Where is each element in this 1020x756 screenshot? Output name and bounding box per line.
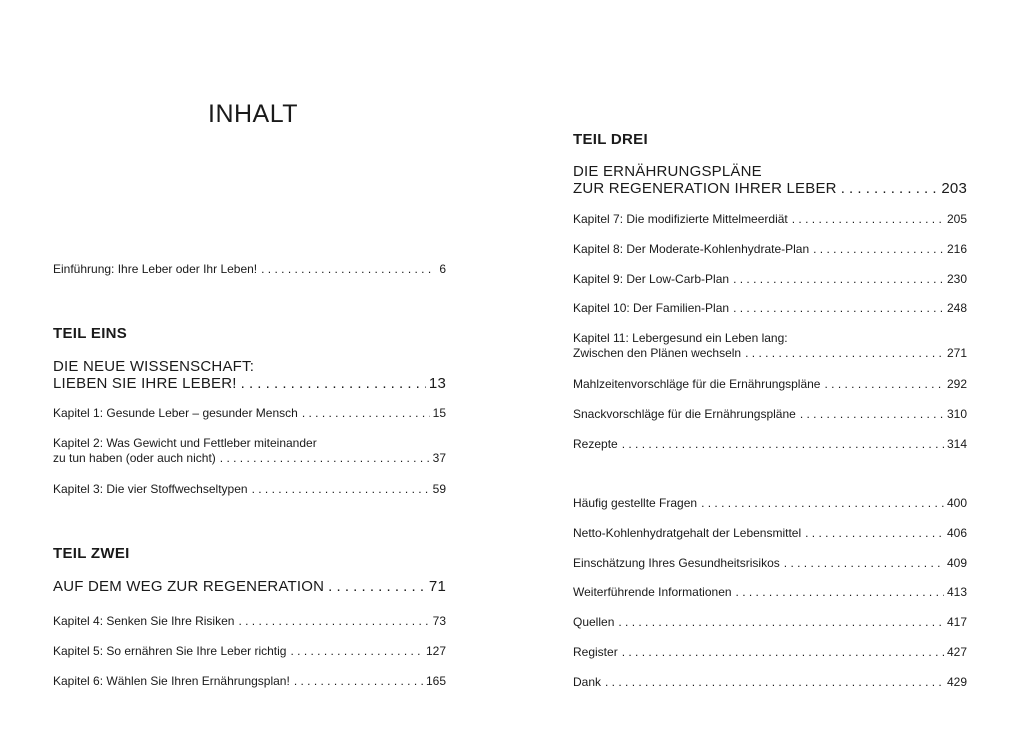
toc-entry-text: Kapitel 3: Die vier Stoffwechseltypen — [53, 482, 248, 496]
toc-page-number: 406 — [946, 526, 967, 540]
leader-dots — [252, 482, 430, 497]
part-title-line: DIE NEUE WISSENSCHAFT: — [53, 358, 255, 375]
toc-entry-chapter-6[interactable] — [53, 674, 446, 689]
toc-page-number: 417 — [946, 615, 967, 629]
leader-dots — [261, 262, 434, 277]
leader-dots — [302, 406, 430, 421]
leader-dots — [605, 675, 944, 690]
toc-page-number: 205 — [946, 212, 967, 226]
leader-dots — [290, 644, 422, 659]
toc-page-number: 216 — [946, 242, 967, 256]
part-label-3: TEIL DREI — [573, 131, 648, 148]
part-title-3[interactable] — [573, 163, 967, 197]
toc-entry-text: Häufig gestellte Fragen — [573, 496, 698, 510]
toc-entry-register[interactable] — [573, 645, 967, 660]
toc-page-number: 310 — [946, 407, 967, 421]
toc-page-number: 37 — [432, 451, 446, 465]
toc-page-number: 429 — [946, 675, 967, 689]
leader-dots — [733, 272, 944, 287]
leader-dots — [805, 526, 944, 541]
leader-dots — [622, 645, 944, 660]
toc-page-number: 6 — [439, 262, 446, 276]
toc-entry-text: Kapitel 1: Gesunde Leber – gesunder Mensch — [53, 406, 298, 420]
toc-entry-text: Register — [573, 645, 618, 659]
page-title: INHALT — [208, 100, 299, 128]
leader-dots — [784, 556, 944, 571]
toc-page-number: 427 — [946, 645, 967, 659]
toc-entry-text: Kapitel 8: Der Moderate-Kohlenhydrate-Plan — [573, 242, 810, 256]
toc-entry-text: Kapitel 2: Was Gewicht und Fettleber miteinander — [53, 436, 317, 450]
toc-entry-text: Quellen — [573, 615, 615, 629]
toc-entry-chapter-2[interactable] — [53, 436, 446, 466]
toc-entry-chapter-8[interactable] — [573, 242, 967, 257]
leader-dots — [745, 346, 944, 361]
toc-page-number: 59 — [432, 482, 446, 496]
toc-entry-net-carbs[interactable] — [573, 526, 967, 541]
part-label-2: TEIL ZWEI — [53, 545, 130, 562]
toc-entry-text: Kapitel 5: So ernähren Sie Ihre Leber richtig — [53, 644, 287, 658]
toc-page-number: 15 — [432, 406, 446, 420]
toc-entry-text: Dank — [573, 675, 602, 689]
leader-dots — [294, 674, 423, 689]
toc-page-number: 230 — [946, 272, 967, 286]
toc-entry-text: Mahlzeitenvorschläge für die Ernährungspläne — [573, 377, 821, 391]
toc-page-number: 73 — [432, 614, 446, 628]
toc-entry-text: zu tun haben (oder auch nicht) — [53, 451, 216, 465]
toc-entry-sources[interactable] — [573, 615, 967, 630]
leader-dots — [238, 614, 429, 629]
toc-entry-text: Rezepte — [573, 437, 618, 451]
toc-entry-text: Einschätzung Ihres Gesundheitsrisikos — [573, 556, 780, 570]
leader-dots — [220, 451, 430, 466]
toc-entry-text: Kapitel 7: Die modifizierte Mittelmeerdiät — [573, 212, 788, 226]
toc-entry-meal-suggestions[interactable] — [573, 377, 967, 392]
part-title-line: AUF DEM WEG ZUR REGENERATION — [53, 578, 325, 595]
part-title-line: ZUR REGENERATION IHRER LEBER — [573, 180, 837, 197]
toc-page-number: 248 — [946, 301, 967, 315]
toc-entry-text: Kapitel 6: Wählen Sie Ihren Ernährungsplan! — [53, 674, 290, 688]
toc-page-number: 13 — [428, 375, 446, 392]
part-title-1[interactable] — [53, 358, 446, 392]
part-title-2[interactable] — [53, 578, 446, 595]
leader-dots — [736, 585, 944, 600]
toc-entry-health-risk[interactable] — [573, 556, 967, 571]
toc-page-number: 203 — [941, 180, 967, 197]
toc-page-number: 127 — [425, 644, 446, 658]
part-label-1: TEIL EINS — [53, 325, 128, 342]
toc-entry-chapter-7[interactable] — [573, 212, 967, 227]
toc-page-number: 409 — [946, 556, 967, 570]
leader-dots — [328, 578, 426, 595]
toc-entry-chapter-4[interactable] — [53, 614, 446, 629]
leader-dots — [800, 407, 944, 422]
toc-entry-recipes[interactable] — [573, 437, 967, 452]
toc-entry-faq[interactable] — [573, 496, 967, 511]
leader-dots — [841, 180, 939, 197]
toc-page-number: 271 — [946, 346, 967, 360]
toc-entry-text: Einführung: Ihre Leber oder Ihr Leben! — [53, 262, 258, 276]
leader-dots — [792, 212, 944, 227]
toc-entry-text: Netto-Kohlenhydratgehalt der Lebensmittel — [573, 526, 802, 540]
toc-entry-thanks[interactable] — [573, 675, 967, 690]
toc-entry-chapter-9[interactable] — [573, 272, 967, 287]
toc-page-number: 314 — [946, 437, 967, 451]
toc-page-number: 165 — [425, 674, 446, 688]
toc-entry-chapter-10[interactable] — [573, 301, 967, 316]
toc-page-number: 413 — [946, 585, 967, 599]
toc-entry-text: Kapitel 11: Lebergesund ein Leben lang: — [573, 331, 788, 345]
leader-dots — [618, 615, 944, 630]
part-title-line: DIE ERNÄHRUNGSPLÄNE — [573, 163, 762, 180]
toc-entry-chapter-11[interactable] — [573, 331, 967, 361]
toc-entry-text: Weiterführende Informationen — [573, 585, 732, 599]
leader-dots — [622, 437, 944, 452]
toc-entry-intro[interactable] — [53, 262, 446, 277]
toc-entry-text: Kapitel 9: Der Low-Carb-Plan — [573, 272, 730, 286]
toc-entry-text: Kapitel 4: Senken Sie Ihre Risiken — [53, 614, 235, 628]
leader-dots — [824, 377, 943, 392]
toc-entry-snack-suggestions[interactable] — [573, 407, 967, 422]
leader-dots — [813, 242, 944, 257]
toc-page-number: 400 — [946, 496, 967, 510]
toc-page-number: 71 — [428, 578, 446, 595]
leader-dots — [241, 375, 426, 392]
leader-dots — [701, 496, 944, 511]
toc-entry-chapter-5[interactable] — [53, 644, 446, 659]
toc-entry-chapter-3[interactable] — [53, 482, 446, 497]
toc-entry-further-info[interactable] — [573, 585, 967, 600]
right-page — [510, 0, 1020, 756]
toc-entry-chapter-1[interactable] — [53, 406, 446, 421]
toc-page-number: 292 — [946, 377, 967, 391]
toc-entry-text: Kapitel 10: Der Familien-Plan — [573, 301, 730, 315]
toc-entry-text: Zwischen den Plänen wechseln — [573, 346, 742, 360]
part-title-line: LIEBEN SIE IHRE LEBER! — [53, 375, 237, 392]
toc-entry-text: Snackvorschläge für die Ernährungspläne — [573, 407, 796, 421]
leader-dots — [733, 301, 944, 316]
